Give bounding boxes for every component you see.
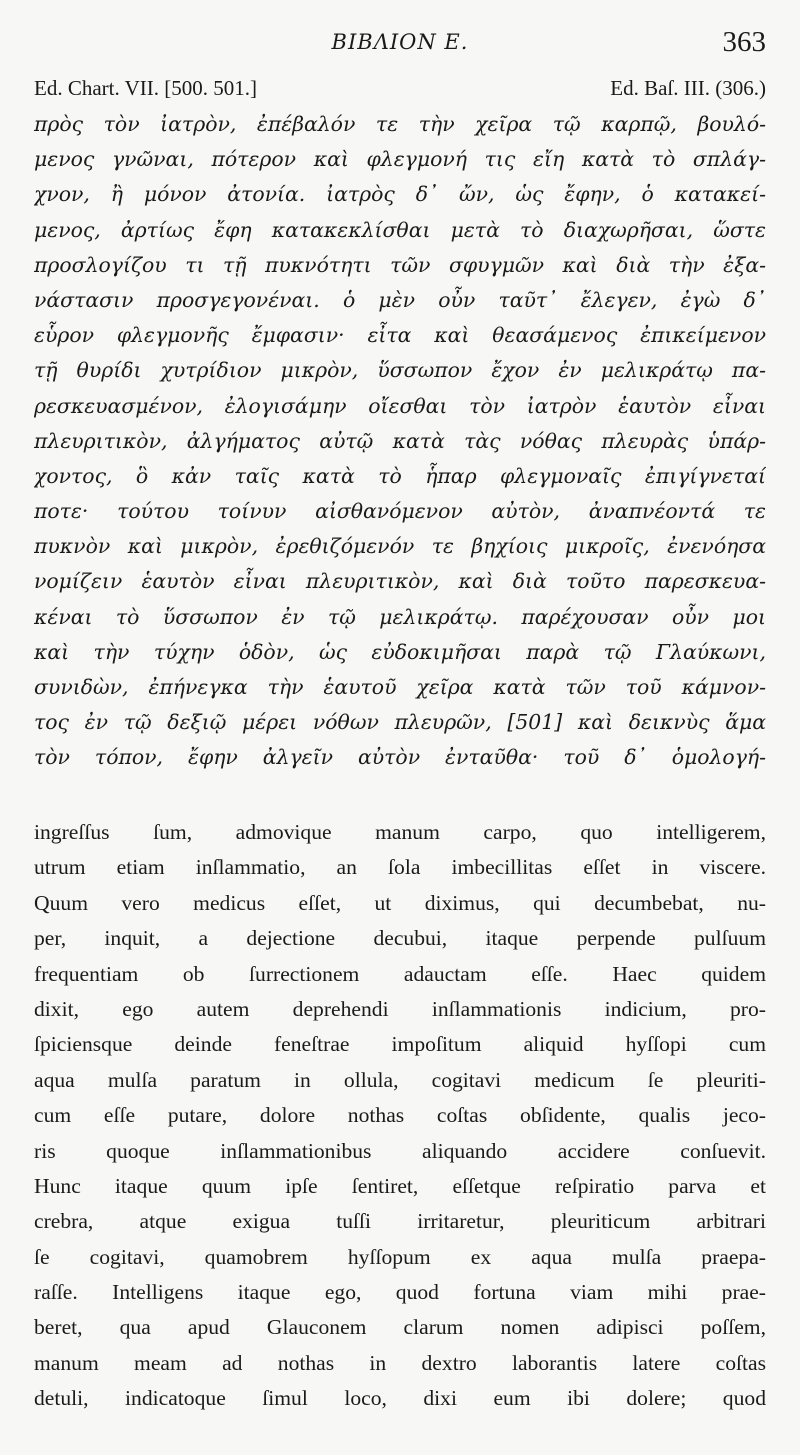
latin-text-line: per, inquit, a dejectione decubui, itaque perpende pulſuum [34,926,766,951]
latin-text-block [34,815,766,1417]
greek-text-line: χοντος, ὃ κἀν ταῖς κατὰ τὸ ἧπαρ φλεγμοναῖς ἐπιγίγνεταί [34,463,766,488]
greek-text-line: τος ἐν τῷ δεξιῷ μέρει νόθων πλευρῶν, [501] καὶ δεικνὺς ἅμα [34,710,766,735]
greek-text-line: προσλογίζου τι τῇ πυκνότητι τῶν σφυγμῶν καὶ διὰ τὴν ἐξα- [34,252,766,277]
greek-text-line: μενος γνῶναι, πότερον καὶ φλεγμονή τις εἴη κατὰ τὸ σπλάγ- [34,147,766,172]
greek-text-line: εὗρον φλεγμονῆς ἔμφασιν· εἶτα καὶ θεασάμενος ἐπικείμενον [34,323,766,348]
greek-text-line: μενος, ἀρτίως ἔφη κατακεκλίσθαι μετὰ τὸ διαχωρῆσαι, ὥστε [34,217,766,242]
edition-reference-line [34,76,766,104]
greek-text-line: νάστασιν προσγεγονέναι. ὁ μὲν οὖν ταῦτ᾽ ἔλεγεν, ἐγὼ δ᾽ [34,287,766,312]
latin-text-line: ſe cogitavi, quamobrem hyſſopum ex aqua mulſa praepa- [34,1244,766,1269]
greek-text-line: καὶ τὴν τύχην ὁδὸν, ὡς εὐδοκιμῆσαι παρὰ τῷ Γλαύκωνι, [34,639,766,664]
latin-text-line: ingreſſus ſum, admovique manum carpo, quo intelligerem, [34,820,766,844]
latin-text-line: beret, qua apud Glauconem clarum nomen adipisci poſſem, [34,1315,766,1340]
page-number: 363 [722,26,766,58]
greek-text-line: τῇ θυρίδι χυτρίδιον μικρὸν, ὕσσωπον ἔχον ἐν μελικράτῳ πα- [34,358,766,383]
latin-text-line: Quum vero medicus eſſet, ut diximus, qui decumbebat, nu- [34,890,766,915]
latin-text-line: ris quoque inſlammationibus aliquando accidere conſuevit. [34,1138,766,1163]
edition-chartier-reference: Ed. Chart. VII. [500. 501.] [34,76,257,100]
latin-text-line: Hunc itaque quum ipſe ſentiret, eſſetque reſpiratio parva et [34,1173,766,1198]
greek-text-line: νομίζειν ἑαυτὸν εἶναι πλευριτικὸν, καὶ διὰ τοῦτο παρεσκευα- [34,569,766,594]
edition-basel-reference: Ed. Baſ. III. (306.) [610,76,766,100]
latin-text-line: dixit, ego autem deprehendi inſlammationis indicium, pro- [34,996,766,1021]
greek-text-line: κέναι τὸ ὕσσωπον ἐν τῷ μελικράτῳ. παρέχουσαν οὖν μοι [34,604,766,629]
greek-text-line: πυκνὸν καὶ μικρὸν, ἐρεθιζόμενόν τε βηχίοις μικροῖς, ἐνενόησα [34,534,766,559]
running-head [34,26,766,66]
latin-text-line: ſpiciensque deinde feneſtrae impoſitum aliquid hyſſopi cum [34,1032,766,1057]
greek-text-line: τὸν τόπον, ἔφην ἀλγεῖν αὐτὸν ἐνταῦθα· τοῦ δ᾽ ὁμολογή- [34,745,766,770]
greek-text-block [34,107,766,776]
latin-text-line: crebra, atque exigua tuſſi irritaretur, pleuriticum arbitrari [34,1209,766,1234]
latin-text-line: cum eſſe putare, dolore nothas coſtas obſidente, qualis jeco- [34,1103,766,1128]
greek-text-line: ρεσκευασμένον, ἐλογισάμην οἴεσθαι τὸν ἰατρὸν ἑαυτὸν εἶναι [34,393,766,418]
latin-text-line: utrum etiam inſlammatio, an ſola imbecillitas eſſet in viscere. [34,855,766,880]
greek-text-line: συνιδὼν, ἐπήνεγκα τὴν ἑαυτοῦ χεῖρα κατὰ τῶν τοῦ κάμνον- [34,675,766,699]
latin-text-line: aqua mulſa paratum in ollula, cogitavi medicum ſe pleuriti- [34,1067,766,1092]
greek-text-line: πρὸς τὸν ἰατρὸν, ἐπέβαλόν τε τὴν χεῖρα τῷ καρπῷ, βουλό- [34,112,766,136]
latin-text-line: frequentiam ob ſurrectionem adauctam eſſe. Haec quidem [34,961,766,986]
latin-text-line: detuli, indicatoque ſimul loco, dixi eum ibi dolere; quod [34,1386,766,1411]
greek-text-line: πλευριτικὸν, ἀλγήματος αὐτῷ κατὰ τὰς νόθας πλευρὰς ὑπάρ- [34,428,766,453]
greek-text-line: χνον, ἢ μόνον ἀτονία. ἰατρὸς δ᾽ ὤν, ὡς ἔφην, ὁ κατακεί- [34,182,766,207]
greek-text-line: ποτε· τούτου τοίνυν αἰσθανόμενον αὐτὸν, ἀναπνέοντά τε [34,499,766,524]
latin-text-line: manum meam ad nothas in dextro laborantis latere coſtas [34,1350,766,1375]
book-title: BIBΛΙΟΝ Ε. [331,30,469,54]
latin-text-line: raſſe. Intelligens itaque ego, quod fortuna viam mihi prae- [34,1280,766,1305]
